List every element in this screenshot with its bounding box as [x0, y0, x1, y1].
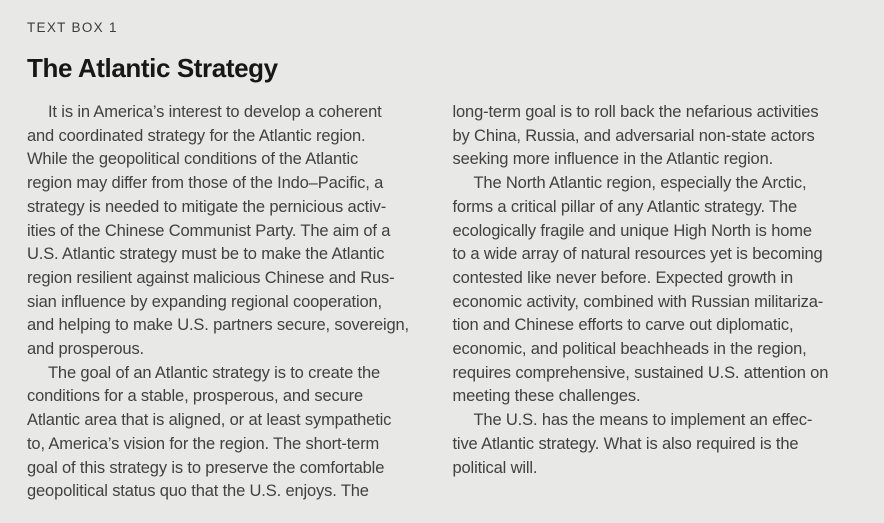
left-column — [27, 101, 432, 504]
text-line: to a wide array of natural resources yet is becoming — [452, 245, 823, 264]
text-line: forms a critical pillar of any Atlantic strategy. The — [452, 197, 797, 216]
text-line: requires comprehensive, sustained U.S. attention on — [452, 363, 829, 382]
text-line: conditions for a stable, prosperous, and secure — [27, 387, 363, 406]
text-line: sian influence by expanding regional cooperation, — [27, 292, 382, 311]
page-title: The Atlantic Strategy — [27, 53, 278, 83]
text-line: The goal of an Atlantic strategy is to create the — [48, 363, 381, 382]
text-line: and prosperous. — [27, 340, 144, 359]
text-line: meeting these challenges. — [452, 387, 641, 406]
text-line: tive Atlantic strategy. What is also required is the — [452, 434, 799, 453]
text-line: to, America’s vision for the region. The short-term — [27, 434, 380, 453]
text-line: political will. — [452, 458, 538, 477]
text-line: seeking more influence in the Atlantic region. — [452, 150, 774, 169]
text-line: It is in America’s interest to develop a coherent — [48, 103, 382, 121]
text-line: The North Atlantic region, especially the Arctic, — [473, 174, 807, 193]
text-line: economic activity, combined with Russian militariza- — [452, 292, 824, 311]
text-line: ities of the Chinese Communist Party. The aim of a — [27, 221, 391, 240]
text-line: goal of this strategy is to preserve the comfortable — [27, 458, 385, 477]
text-line: by China, Russia, and adversarial non-state actors — [452, 126, 815, 145]
text-line: geopolitical status quo that the U.S. enjoys. The — [27, 482, 369, 501]
text-line: ecologically fragile and unique High North is home — [452, 221, 812, 240]
text-line: long-term goal is to roll back the nefarious activities — [452, 103, 819, 121]
text-line: Atlantic area that is aligned, or at least sympathetic — [27, 411, 392, 430]
right-column — [453, 101, 858, 504]
text-line: U.S. Atlantic strategy must be to make the Atlantic — [27, 245, 385, 264]
text-line: The U.S. has the means to implement an effec- — [473, 411, 813, 430]
text-line: economic, and political beachheads in the region, — [452, 340, 807, 359]
text-line: region may differ from those of the Indo–Pacific, a — [27, 174, 384, 193]
text-line: While the geopolitical conditions of the Atlantic — [27, 150, 359, 169]
text-line: region resilient against malicious Chinese and Rus- — [27, 268, 395, 287]
text-line: strategy is needed to mitigate the pernicious activ- — [27, 197, 387, 216]
text-line: contested like never before. Expected growth in — [452, 268, 794, 287]
text-line: and helping to make U.S. partners secure, sovereign, — [27, 316, 409, 335]
two-column-body — [27, 101, 857, 504]
textbox-kicker-label: TEXT BOX 1 — [27, 20, 118, 35]
text-line: and coordinated strategy for the Atlantic region. — [27, 126, 366, 145]
text-line: tion and Chinese efforts to carve out diplomatic, — [452, 316, 794, 335]
